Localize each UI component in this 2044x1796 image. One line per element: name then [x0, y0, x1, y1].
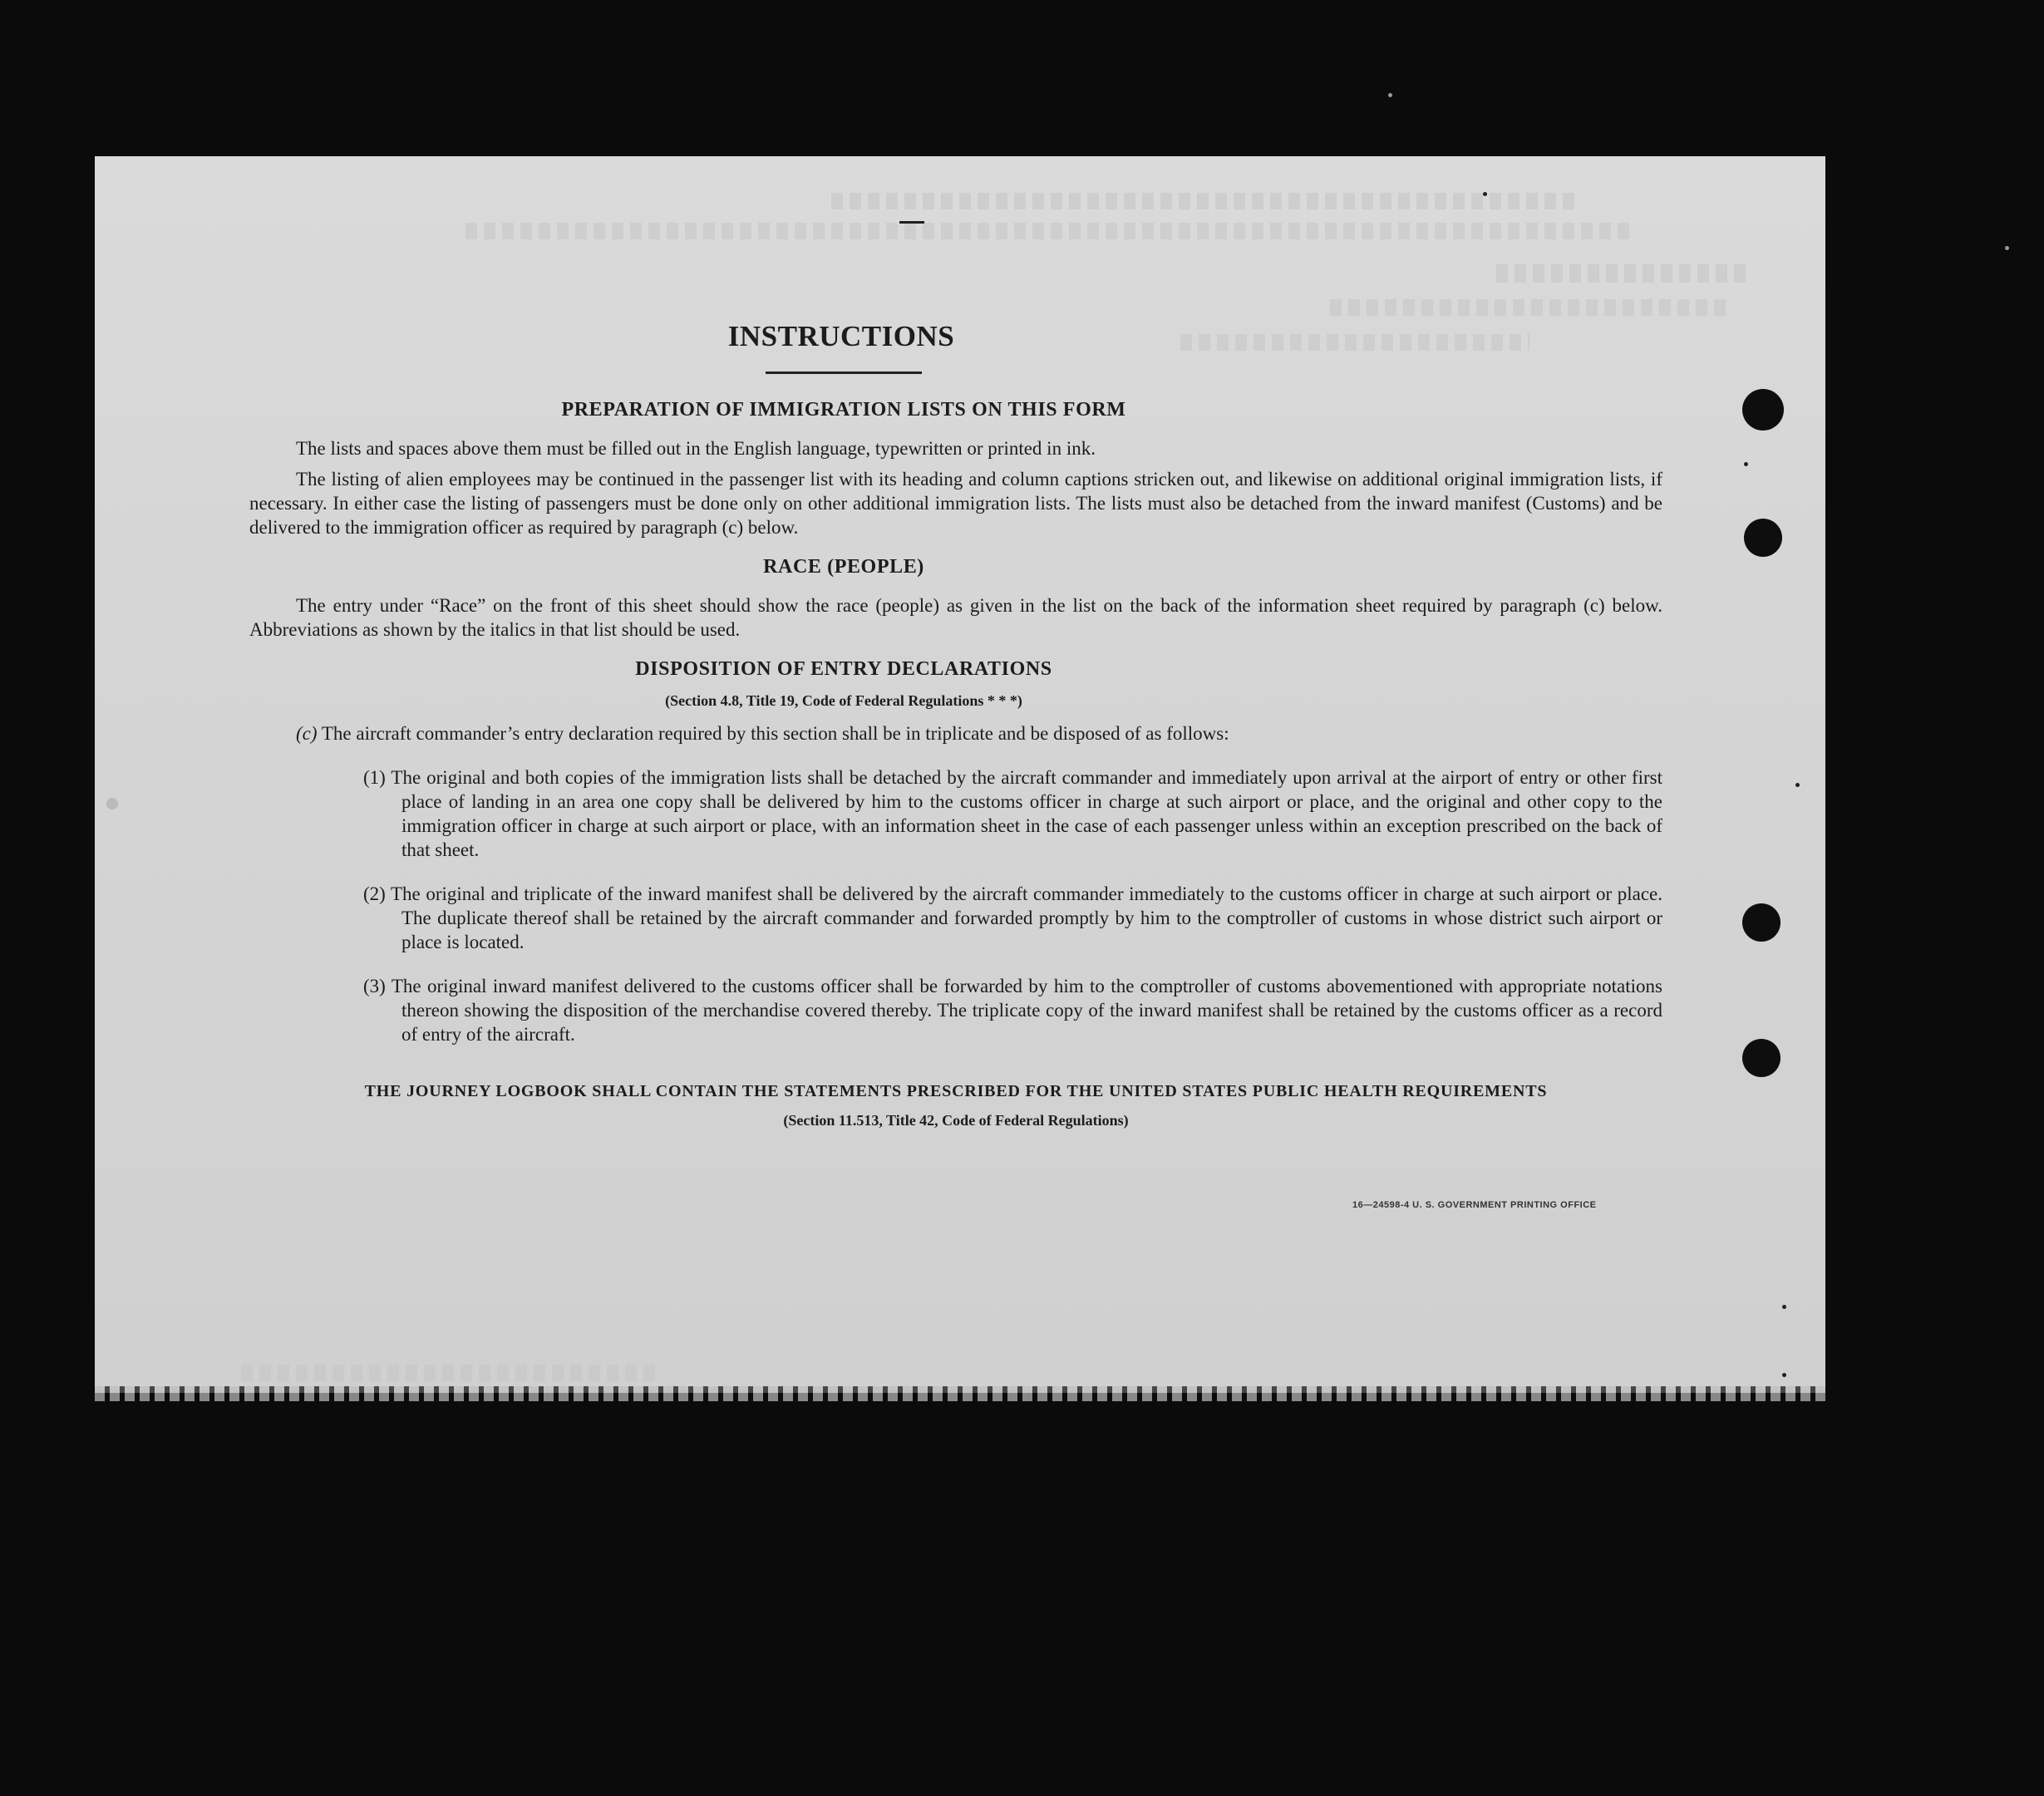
- punch-hole: [1742, 903, 1780, 942]
- disposition-intro: [249, 721, 1662, 745]
- dust-speck: [1744, 462, 1748, 466]
- preparation-paragraph-2: The listing of alien employees may be continued in the passenger list with its heading and column captions stricken out, and likewise on additional original immigration lists, if necessary. In either case the listing of passengers must be done only on other additional immigration lists. The lists must also be detached from the inward manifest (Customs) and be delivered to the immigration officer as required by paragraph (c) below.: [249, 469, 1662, 538]
- instructions-content: [249, 320, 1662, 1133]
- item-number: (1): [363, 767, 386, 788]
- bleed-through-text: [465, 223, 1629, 239]
- item-text: The original and triplicate of the inward manifest shall be delivered by the aircraft commander immediately to the customs officer in charge at such airport or place. The duplicate thereof shall be retained by the aircraft commander and forwarded promptly by him to the comptroller of customs in whose district such airport or place is located.: [391, 883, 1662, 952]
- disposition-item: [249, 765, 1662, 862]
- item-text: The original inward manifest delivered to the customs officer shall be forwarded by him to the comptroller of customs abovementioned with appropriate notations thereon showing the disposition of the merchandise covered thereby. The triplicate copy of the inward manifest shall be retained by the customs officer as a record of entry of the aircraft.: [391, 976, 1662, 1045]
- punch-hole: [1744, 519, 1782, 557]
- disposition-item: [249, 974, 1662, 1046]
- disposition-citation: (Section 4.8, Title 19, Code of Federal Regulations * * *): [665, 692, 1022, 709]
- printing-office-imprint: 16—24598-4 U. S. GOVERNMENT PRINTING OFFICE: [1352, 1200, 1597, 1210]
- logbook-statement: THE JOURNEY LOGBOOK SHALL CONTAIN THE STATEMENTS PRESCRIBED FOR THE UNITED STATES PUBLIC HEALTH REQUIREMENTS: [364, 1082, 1548, 1100]
- disposition-heading: DISPOSITION OF ENTRY DECLARATIONS: [635, 658, 1052, 680]
- item-number: (2): [363, 883, 386, 904]
- bleed-through-text: [1496, 264, 1746, 283]
- dust-speck: [106, 798, 118, 809]
- preparation-heading: PREPARATION OF IMMIGRATION LISTS ON THIS FORM: [561, 399, 1126, 421]
- dust-speck: [1782, 1305, 1786, 1309]
- disposition-intro-label: (c): [296, 723, 318, 744]
- bleed-through-text: [1330, 299, 1729, 316]
- punch-hole: [1742, 389, 1784, 431]
- page-title: INSTRUCTIONS: [727, 320, 955, 352]
- disposition-intro-text: The aircraft commander’s entry declaration required by this section shall be in triplicate and be disposed of as follows:: [321, 723, 1229, 744]
- punch-hole: [1742, 1039, 1780, 1077]
- dust-speck: [2005, 246, 2009, 250]
- race-heading: RACE (PEOPLE): [763, 556, 924, 578]
- item-number: (3): [363, 976, 386, 996]
- bleed-through-text: [831, 193, 1579, 209]
- dust-speck: [1795, 783, 1800, 787]
- bleed-through-text: [241, 1365, 657, 1381]
- logbook-citation: (Section 11.513, Title 42, Code of Federal Regulations): [783, 1112, 1129, 1129]
- dust-speck: [899, 221, 924, 224]
- item-text: The original and both copies of the immigration lists shall be detached by the aircraft commander and immediately upon arrival at the airport of entry or other first place of landing in an area one copy shall be delivered by him to the customs officer in charge at such airport or place, and the original and other copy to the immigration officer in charge at such airport or place, with an information sheet in the case of each passenger unless within an exception prescribed on the back of that sheet.: [391, 767, 1663, 860]
- dust-speck: [1782, 1373, 1786, 1377]
- race-paragraph: The entry under “Race” on the front of this sheet should show the race (people) as given in the list on the back of the information sheet required by paragraph (c) below. Abbreviations as shown by the italics in that list should be used.: [249, 595, 1662, 640]
- dust-speck: [1483, 192, 1487, 196]
- perforated-edge: [95, 1386, 1825, 1401]
- disposition-item: [249, 882, 1662, 954]
- title-underline: [766, 372, 922, 374]
- preparation-paragraph-1: The lists and spaces above them must be filled out in the English language, typewritten or printed in ink.: [296, 438, 1096, 459]
- dust-speck: [1388, 93, 1392, 97]
